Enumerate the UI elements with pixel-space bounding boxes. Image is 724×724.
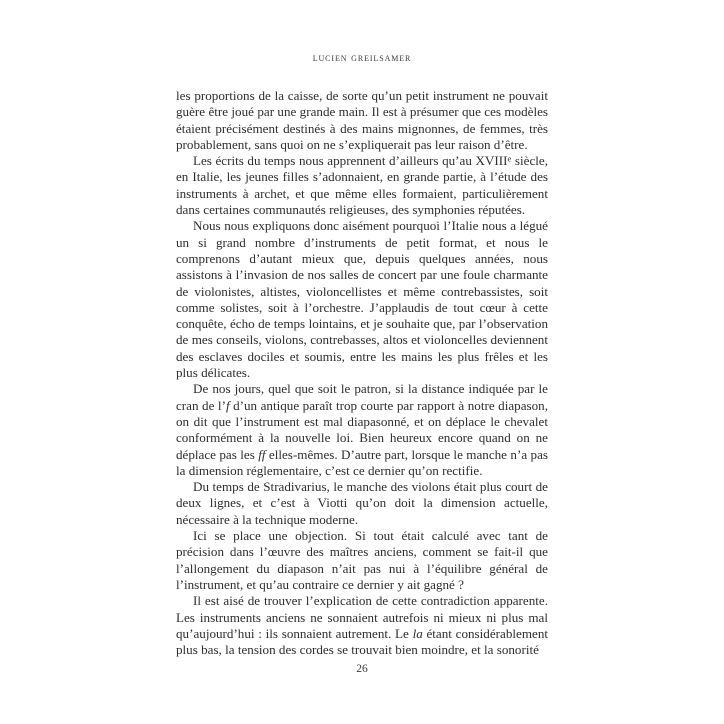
paragraph: De nos jours, quel que soit le patron, si la distance indiquée par le cran de l’f d’un antique paraît trop courte par rapport à notre diapason, on dit que l’instrument est mal diapasonné, et on déplace le chevalet conformément à la nouvelle loi. Bien heureux encore quand on ne déplace pas les ff elles-mêmes. D’autre part, lorsque le manche n’a pas la dimension réglementaire, c’est ce dernier qu’on rectifie. — [176, 381, 549, 478]
paragraph: Les écrits du temps nous apprennent d’ailleurs qu’au XVIIIe siècle, en Italie, les jeunes filles s’adonnaient, en grande partie, à l’étude des instruments à archet, et que même elles formaient, particulièrement dans certaines communautés religieuses, des symphonies réputées. — [176, 153, 548, 218]
running-head: lucien greilsamer — [312, 52, 412, 64]
body-text-block — [176, 88, 548, 658]
paragraph: Il est aisé de trouver l’explication de cette contradiction apparente. Les instruments anciens ne sonnaient autrefois ni mieux ni plus mal qu’aujourd’hui : ils sonnaient autrement. Le la étant considérablement plus bas, la tension des cordes se trouvait bien moindre, et la sonorité — [176, 593, 549, 658]
italic-term: f — [225, 397, 230, 413]
paragraph: Ici se place une objection. Si tout était calculé avec tant de précision dans l’œuvre des maîtres anciens, comment se fait-il que l’allongement du diapason n’ait pas nui à l’équilibre général de l’instrument, et qu’au contraire ce dernier y ait gagné ? — [176, 528, 548, 592]
paragraph: Du temps de Stradivarius, le manche des violons était plus court de deux lignes, et c’est à Viotti qu’on doit la dimension actuelle, nécessaire à la technique moderne. — [176, 479, 548, 527]
italic-term: la — [412, 625, 423, 641]
italic-term: ff — [258, 446, 266, 462]
page-number: 26 — [356, 662, 368, 675]
ordinal-superscript: e — [507, 153, 512, 164]
paragraph: Nous nous expliquons donc aisément pourquoi l’Italie nous a légué un si grand nombre d’instruments de petit format, et nous le comprenons d’autant mieux que, depuis quelques années, nous assistons à l’invasion de nos salles de concert par une foule charmante de violonistes, altistes, violoncellistes et même contrebassistes, soit comme solistes, soit à l’orchestre. J’applaudis de tout cœur à cette conquête, écho de temps lointains, et je souhaite que, par l’observation de mes conseils, violons, contrebasses, altos et violoncelles deviennent des esclaves dociles et soumis, entre les mains les plus frêles et les plus délicates. — [176, 218, 548, 381]
paragraph: les proportions de la caisse, de sorte qu’un petit instrument ne pouvait guère être joué par une grande main. Il est à présumer que ces modèles étaient précisément destinés à des mains mignonnes, de femmes, très probablement, sans quoi on ne s’expliquerait pas leur raison d’être. — [176, 88, 548, 152]
